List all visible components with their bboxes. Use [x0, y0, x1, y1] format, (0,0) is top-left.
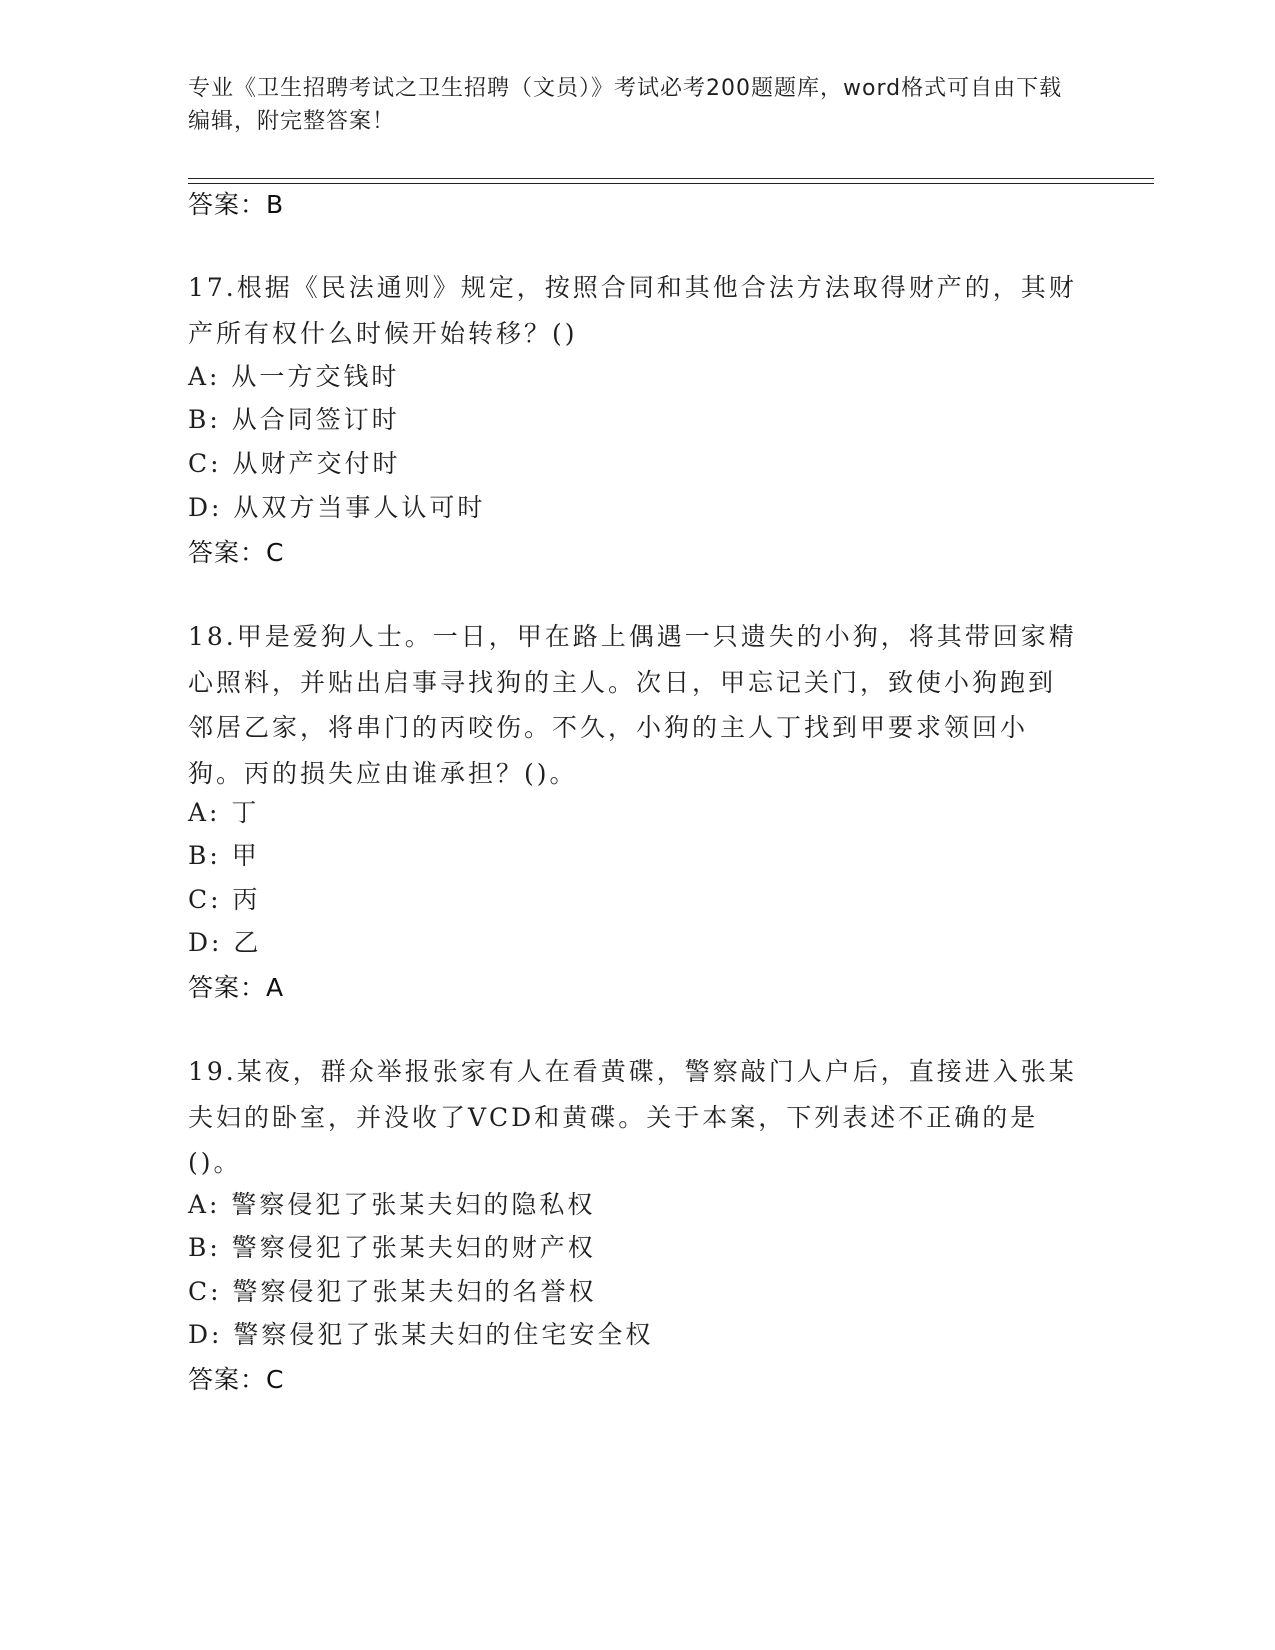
- question-18-answer: 答案：A: [188, 973, 285, 1002]
- question-19-option-b: B: 警察侵犯了张某夫妇的财产权: [188, 1233, 596, 1262]
- header-rule-top: [188, 178, 1154, 179]
- previous-answer: 答案：B: [188, 190, 285, 219]
- question-19-option-a: A: 警察侵犯了张某夫妇的隐私权: [188, 1190, 596, 1219]
- question-19-stem: 19.某夜，群众举报张家有人在看黄碟，警察敲门人户后，直接进入张某夫妇的卧室，并没收了VCD和黄碟。关于本案，下列表述不正确的是()。: [188, 1057, 1077, 1177]
- question-18-option-b: B: 甲: [188, 841, 260, 870]
- question-17-option-d: D: 从双方当事人认可时: [188, 493, 486, 522]
- document-header: 专业《卫生招聘考试之卫生招聘（文员）》考试必考200题题库，word格式可自由下载编辑，附完整答案！: [188, 76, 1063, 134]
- question-19-answer: 答案：C: [188, 1365, 285, 1394]
- question-18-option-d: D: 乙: [188, 928, 262, 957]
- question-19-option-c: C: 警察侵犯了张某夫妇的名誉权: [188, 1277, 597, 1306]
- question-17-answer: 答案：C: [188, 538, 285, 567]
- question-18-option-c: C: 丙: [188, 885, 261, 914]
- question-17-stem: 17.根据《民法通则》规定，按照合同和其他合法方法取得财产的，其财产所有权什么时候开始转移？(): [188, 273, 1077, 348]
- question-18-stem: 18.甲是爱狗人士。一日，甲在路上偶遇一只遗失的小狗，将其带回家精心照料，并贴出启事寻找狗的主人。次日，甲忘记关门，致使小狗跑到邻居乙家，将串门的丙咬伤。不久，小狗的主人丁找到甲要求领回小狗。丙的损失应由谁承担？()。: [188, 622, 1077, 788]
- question-17-option-c: C: 从财产交付时: [188, 449, 401, 478]
- question-18-option-a: A: 丁: [188, 798, 260, 827]
- header-rule-bottom: [188, 183, 1154, 184]
- question-19-option-d: D: 警察侵犯了张某夫妇的住宅安全权: [188, 1320, 654, 1349]
- question-17-option-a: A: 从一方交钱时: [188, 362, 400, 391]
- question-17-option-b: B: 从合同签订时: [188, 405, 400, 434]
